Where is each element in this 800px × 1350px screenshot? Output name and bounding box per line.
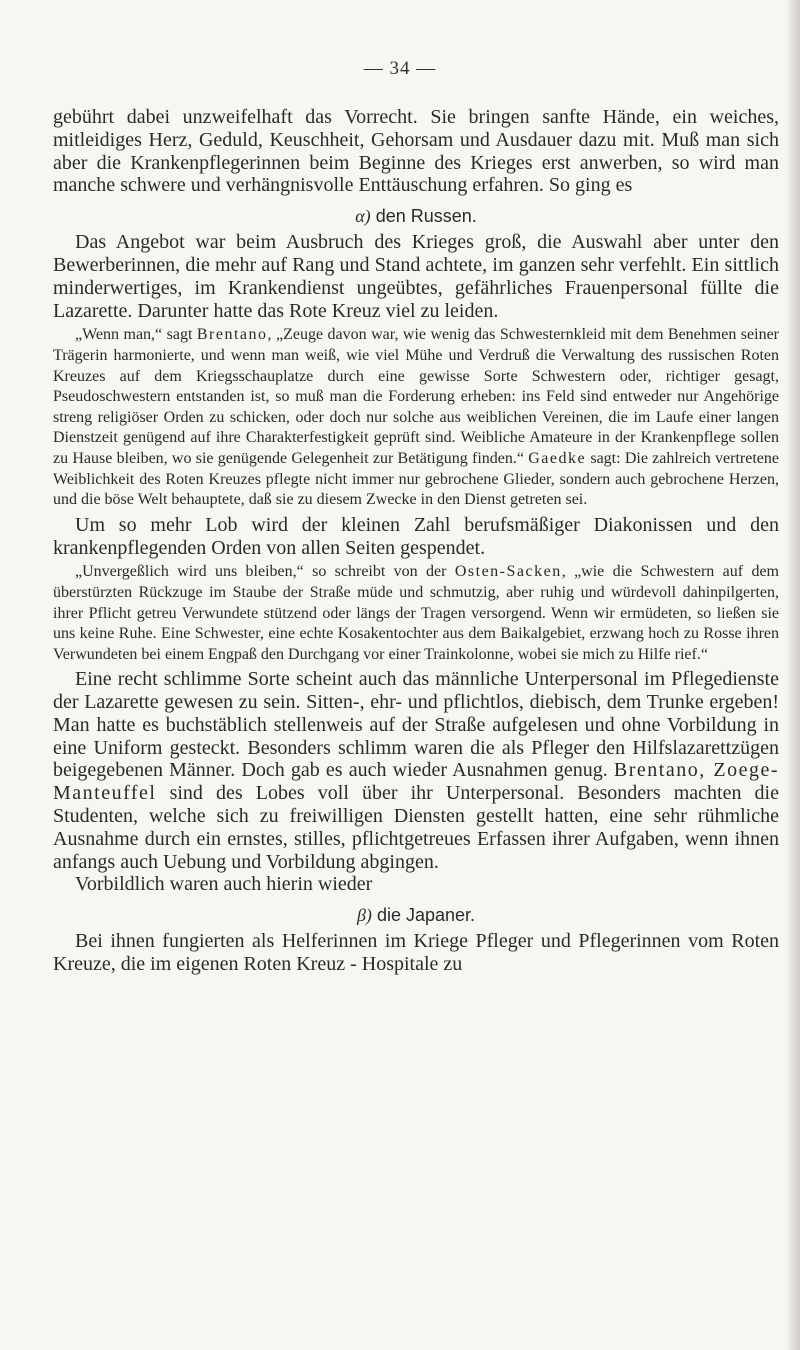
section-heading-alpha xyxy=(53,205,779,227)
para4-names: Brentano, Zoege-Manteuffel xyxy=(53,759,779,805)
page-edge-shadow xyxy=(786,0,800,1350)
para4-start: Eine recht schlimme Sorte scheint auch das männliche Unterpersonal im Pflegedienste der Lazarette gewesen zu sein. Sitten-, ehr- und pflichtlos, diebisch, dem Trunke ergeben! Man hatte es buchstäblich stellenweis auf der Straße aufgelesen und ohne Vorbildung in eine Uniform gesteckt. Besonders schlimm waren die als Pfleger den Hilfslazarettzügen beigegebenen Männer. Doch gab es auch wieder Ausnahmen genug. xyxy=(53,668,779,782)
quote1-text2: sagt: Die zahlreich vertretene Weiblichkeit des Roten Kreuzes pflegte nicht immer nur gebrochene Glieder, sondern auch gebrochene Herzen, und die böse Welt behauptete, daß sie zu diesem Zwecke in den Dienst getreten sei. xyxy=(53,449,779,509)
quote2-open: „Unvergeßlich wird uns bleiben,“ so schreibt von der xyxy=(75,563,455,581)
paragraph-3: Um so mehr Lob wird der kleinen Zahl berufsmäßiger Diakonissen und den krankenpflegenden Orden von allen Seiten gespendet. xyxy=(53,513,779,559)
quote1-author2: Gaedke xyxy=(528,449,587,467)
paragraph-4 xyxy=(53,668,779,873)
para4-end: sind des Lobes voll über ihr Unterpersonal. Besonders machten die Studenten, welche sich zu freiwilligen Diensten gestellt hatten, eine sehr rühmliche Ausnahme durch ein ernstes, stilles, pflichtgetreues Erfassen ihrer Aufgaben, wenn ihnen anfangs auch Uebung und Vorbildung abgingen. xyxy=(53,782,779,873)
heading-alpha-marker: α) xyxy=(355,206,371,227)
paragraph-5: Vorbildlich waren auch hierin wieder xyxy=(75,873,373,896)
quote2-author: Osten-Sacken xyxy=(454,563,562,581)
quote2-text: , „wie die Schwestern auf dem überstürzten Rückzuge im Staube der Straße müde und schmutzig, aber ruhig und würdevoll dahinpilgerten, ihrer Pflicht getreu Verwundete stützend oder längs der Tragen versorgend. Wenn wir ermüdeten, so ließen sie uns keine Ruhe. Eine Schwester, eine echte Kosakentochter aus dem Baikalgebiet, erzwang hoch zu Rosse ihren Verwundeten bei einem Engpaß den Durchgang vor einer Trainkolonne, wobei sie mich zu Hilfe rief.“ xyxy=(53,563,779,663)
quote-osten-sacken xyxy=(53,562,779,665)
page-number: — 34 — xyxy=(363,58,437,79)
heading-beta-marker: β) xyxy=(356,905,372,926)
heading-beta-text: die Japaner. xyxy=(376,905,476,926)
quote1-text: , „Zeuge davon war, wie wenig das Schwesternkleid mit dem Benehmen seiner Trägerin harmonierte, und wenn man weiß, wie viel Mühe und Verdruß die Verwaltung des russischen Roten Kreuzes auf dem Kriegsschauplatze durch eine gewisse Sorte Schwestern oder, richtiger gesagt, Pseudoschwestern entstanden ist, so muß man die Forderung erheben: ins Feld sind entweder nur Angehörige streng religiöser Orden zu schicken, oder doch nur solche aus weiblichen Vereinen, die im Laufe einer langen Dienstzeit genügend auf ihre Charakterfestigkeit geprüft sind. Weibliche Amateure in der Krankenpflege sollen zu Hause bleiben, wo sie genügende Gelegenheit zur Betätigung finden.“ xyxy=(53,326,779,467)
quote-brentano xyxy=(53,325,779,510)
paragraph-2: Das Angebot war beim Ausbruch des Krieges groß, die Auswahl aber unter den Bewerberinnen, die mehr auf Rang und Stand achtete, im ganzen sehr verfehlt. Ein sittlich minderwertiges, im Krankendienst ungeübtes, gefährliches Frauenpersonal füllte die Lazarette. Darunter hatte das Rote Kreuz viel zu leiden. xyxy=(53,231,779,322)
section-heading-beta xyxy=(53,904,779,926)
quote1-author: Brentano xyxy=(196,326,268,344)
quote1-open: „Wenn man,“ sagt xyxy=(75,326,197,344)
page-body xyxy=(53,106,779,976)
paragraph-6: Bei ihnen fungierten als Helferinnen im Kriege Pfleger und Pflegerinnen vom Roten Kreuze, die im eigenen Roten Kreuz - Hospitale zu xyxy=(53,930,779,976)
paragraph-1: gebührt dabei unzweifelhaft das Vorrecht. Sie bringen sanfte Hände, ein weiches, mitleidiges Herz, Geduld, Keuschheit, Gehorsam und Ausdauer dazu mit. Muß man sich aber die Krankenpflegerinnen beim Beginne des Krieges erst anwerben, so wird man manche schwere und verhängnisvolle Enttäuschung erfahren. So ging es xyxy=(53,106,779,197)
heading-alpha-text: den Russen. xyxy=(375,206,477,227)
